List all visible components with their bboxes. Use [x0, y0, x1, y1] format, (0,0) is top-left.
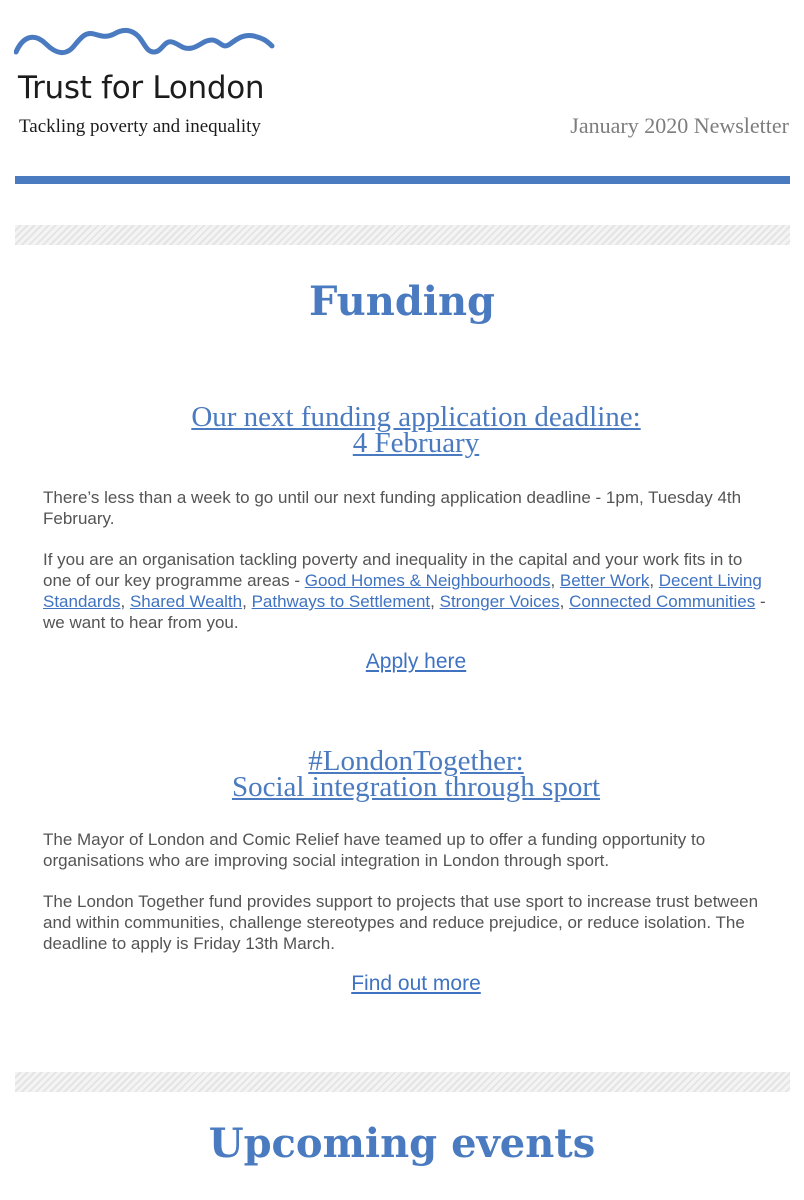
section-divider [15, 1072, 790, 1092]
article-title-link-funding-deadline[interactable] [0, 401, 804, 459]
article-title-line2[interactable]: Social integration through sport [231, 771, 601, 803]
article-paragraph-programmes: If you are an organisation tackling poverty and inequality in the capital and your work fits in to one of our key programme areas - Good Homes & Neighbourhoods, Better Work, Decent Living Standards, Shared Wealth, Pathways to Settlement, Stronger Voices, Connected Communities - we want to hear from you. [43, 550, 766, 632]
programmes-intro-text: If you are an organisation tackling poverty and inequality in the capital and your work fits in to one of our key programme areas - [43, 550, 743, 590]
programme-link-good-homes[interactable]: Good Homes & Neighbourhoods [304, 571, 551, 590]
programme-link-shared-wealth[interactable]: Shared Wealth [129, 592, 243, 611]
apply-here-link[interactable]: Apply here [365, 650, 467, 673]
find-out-more-link[interactable]: Find out more [351, 972, 481, 995]
article-paragraph-london-together-fund: The London Together fund provides support to projects that use sport to increase trust between and within communities, challenge stereotypes and reduce prejudice, or reduce isolation. The deadline to apply is Friday 13th March. [43, 892, 759, 953]
section-divider [15, 225, 790, 245]
section-title-upcoming-events: Upcoming events [208, 1120, 596, 1167]
brand-name: Trust for London [18, 70, 265, 106]
article-title-link-london-together[interactable] [0, 745, 804, 803]
brand-tagline: Tackling poverty and inequality [19, 116, 261, 137]
article-paragraph-deadline: There’s less than a week to go until our next funding application deadline - 1pm, Tuesday 4th February. [43, 488, 742, 528]
programme-link-better-work[interactable]: Better Work [559, 571, 650, 590]
section-title-funding: Funding [308, 278, 496, 325]
article-title-line1[interactable]: Our next funding application deadline: [191, 401, 641, 433]
programme-link-connected-communities[interactable]: Connected Communities [569, 592, 756, 611]
river-thames-logo-icon [14, 24, 276, 64]
article-title-line2[interactable]: 4 February [352, 427, 480, 459]
programme-link-decent-living-standards[interactable]: Decent Living Standards [43, 571, 762, 611]
programme-link-pathways-to-settlement[interactable]: Pathways to Settlement [251, 592, 431, 611]
newsletter-issue-label: January 2020 Newsletter [570, 113, 789, 138]
programmes-outro-text: - we want to hear from you. [43, 592, 766, 632]
article-paragraph-london-together-intro: The Mayor of London and Comic Relief have teamed up to offer a funding opportunity to organisations who are improving social integration in London through sport. [43, 830, 706, 870]
header-divider-rule [15, 176, 790, 184]
programme-link-stronger-voices[interactable]: Stronger Voices [439, 592, 560, 611]
article-title-line1[interactable]: #LondonTogether: [308, 745, 524, 777]
